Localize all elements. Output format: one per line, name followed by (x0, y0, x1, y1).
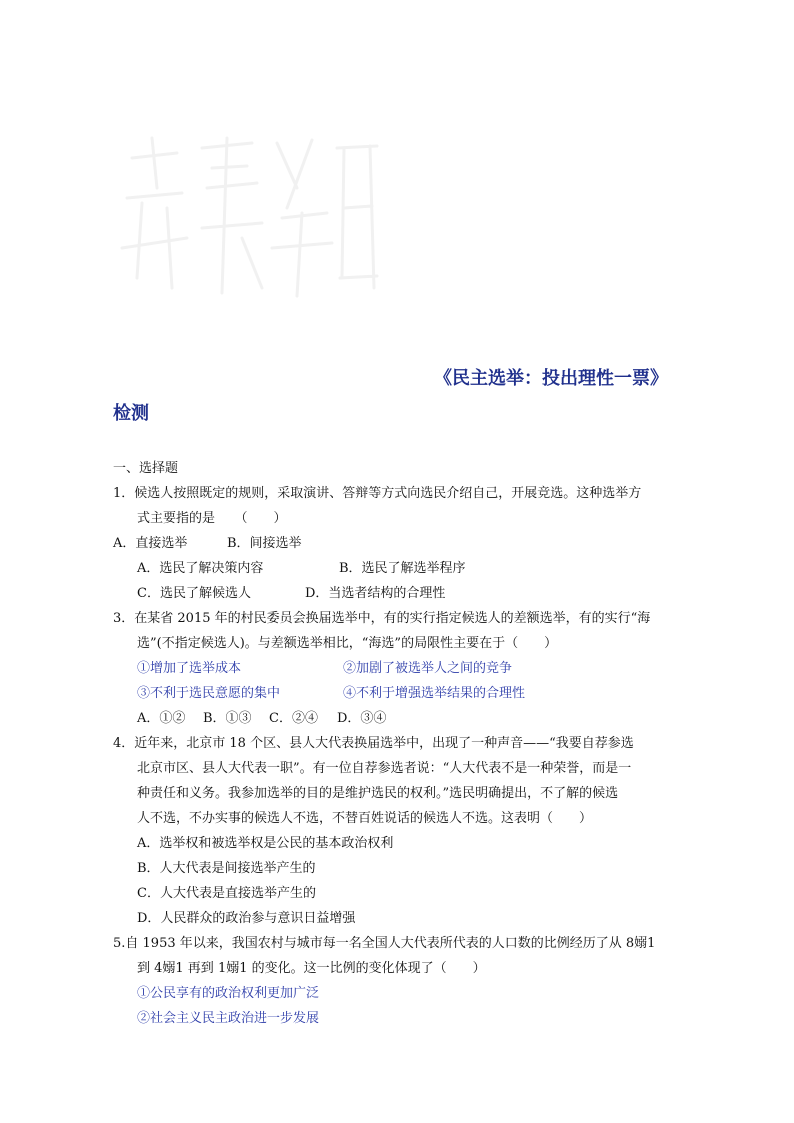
q3-stem-line1: 3．在某省 2015 年的村民委员会换届选举中，有的实行指定候选人的差额选举，有的实行“海 (113, 611, 651, 626)
q1-option-b2: B．选民了解选举程序 (339, 561, 466, 576)
q4-stem-line1: 4．近年来，北京市 18 个区、县人大代表换届选举中，出现了一种声音——“我要自荐参选 (113, 736, 634, 751)
q3-option-c: C．②④ (269, 711, 318, 726)
calligraphy-watermark (112, 128, 382, 303)
q1-option-c2: C．选民了解候选人 (137, 586, 251, 601)
q3-options-row (113, 706, 683, 731)
q3-option-a: A．①② (137, 711, 186, 726)
q4-stem-line2: 北京市区、县人大代表一职”。有一位自荐参选者说：“人大代表不是一种荣誉，而是一 (137, 761, 632, 776)
q4-option-b: B．人大代表是间接选举产生的 (137, 861, 316, 876)
q4-option-d: D．人民群众的政治参与意识日益增强 (137, 911, 356, 926)
q1-option-a: A．直接选举 (113, 536, 188, 551)
q5-stem-line2: 到 4嫋1 再到 1嫋1 的变化。这一比例的变化体现了（ ） (137, 961, 486, 976)
q1-options-row3 (113, 581, 683, 606)
q1-stem-line2: 式主要指的是 （ ） (137, 511, 287, 526)
q4-option-c: C．人大代表是直接选举产生的 (137, 886, 316, 901)
q3-statement-1: ①增加了选举成本 (137, 661, 242, 676)
q3-option-d: D．③④ (337, 711, 387, 726)
section-heading: 一、选择题 (113, 461, 179, 476)
q3-statement-2: ②加剧了被选举人之间的竞争 (343, 661, 513, 676)
q3-statement-4: ④不利于增强选举结果的合理性 (343, 686, 526, 701)
q1-stem-line1: 1．候选人按照既定的规则，采取演讲、答辩等方式向选民介绍自己，开展竞选。这种选举方 (113, 486, 642, 501)
q1-options-row2 (113, 556, 683, 581)
q1-options-row1 (113, 531, 683, 556)
q3-stem-line2: 选”(不指定候选人)。与差额选举相比，“海选”的局限性主要在于（ ） (137, 636, 558, 651)
q4-stem-line3: 种责任和义务。我参加选举的目的是维护选民的权利。”选民明确提出，不了解的候选 (137, 786, 619, 801)
q5-statement-2: ②社会主义民主政治进一步发展 (137, 1011, 320, 1026)
q5-stem-line1: 5.自 1953 年以来，我国农村与城市每一名全国人大代表所代表的人口数的比例经历了从 8嫋1 (113, 936, 656, 951)
question-content (113, 456, 683, 1031)
q5-statement-1: ①公民享有的政治权利更加广泛 (137, 986, 320, 1001)
q4-option-a: A．选举权和被选举权是公民的基本政治权利 (137, 836, 394, 851)
q4-stem-line4: 人不选，不办实事的候选人不选，不替百姓说话的候选人不选。这表明（ ） (137, 811, 593, 826)
q3-option-b: B．①③ (203, 711, 252, 726)
q1-option-b: B．间接选举 (227, 536, 302, 551)
document-subtitle: 检测 (113, 403, 149, 424)
q3-statements-row1 (113, 656, 683, 681)
document-title: 《民主选举：投出理性一票》 (434, 368, 668, 389)
q1-option-a2: A．选民了解决策内容 (137, 561, 264, 576)
q3-statements-row2 (113, 681, 683, 706)
q3-statement-3: ③不利于选民意愿的集中 (137, 686, 281, 701)
q1-option-d2: D．当选者结构的合理性 (305, 586, 446, 601)
